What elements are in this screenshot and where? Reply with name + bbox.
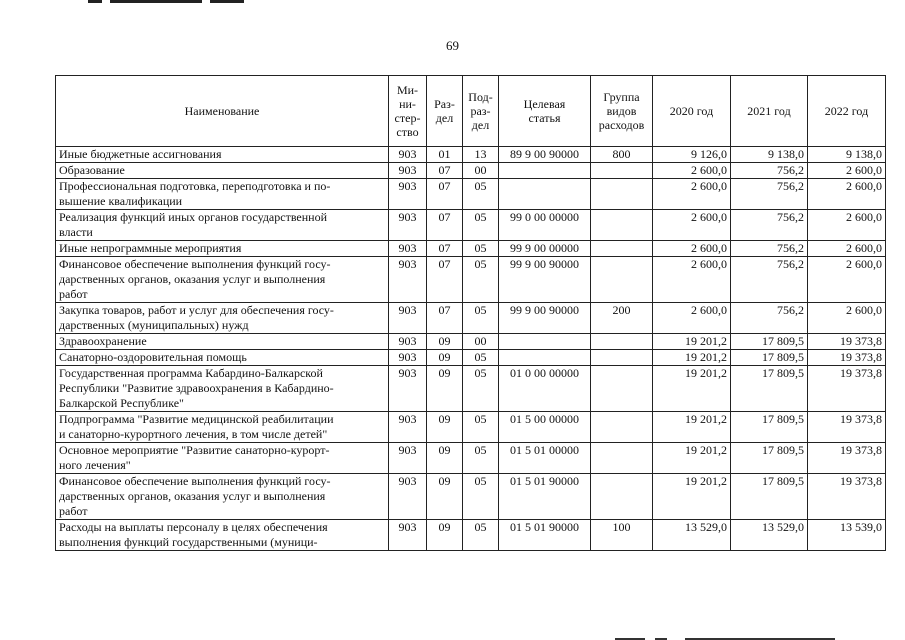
table-row <box>56 303 886 334</box>
budget-table <box>55 75 886 551</box>
row-section: 09 <box>427 412 463 443</box>
row-2020: 19 201,2 <box>653 366 731 412</box>
row-target: 99 9 00 90000 <box>499 257 591 303</box>
row-subsection: 05 <box>463 241 499 257</box>
row-ministry: 903 <box>389 474 427 520</box>
row-2020: 2 600,0 <box>653 179 731 210</box>
row-name: Иные бюджетные ассигнования <box>56 147 389 163</box>
row-2022: 9 138,0 <box>808 147 886 163</box>
row-name: Образование <box>56 163 389 179</box>
row-2020: 13 529,0 <box>653 520 731 551</box>
row-subsection: 13 <box>463 147 499 163</box>
row-section: 09 <box>427 366 463 412</box>
page-number: 69 <box>446 38 459 53</box>
row-2021: 13 529,0 <box>731 520 808 551</box>
row-target: 99 9 00 00000 <box>499 241 591 257</box>
row-subsection: 00 <box>463 163 499 179</box>
row-subsection: 05 <box>463 210 499 241</box>
table-row <box>56 163 886 179</box>
table-row <box>56 257 886 303</box>
row-name: Финансовое обеспечение выполнения функций госу- дарственных органов, оказания услуг и выполнения работ <box>56 257 389 303</box>
row-ministry: 903 <box>389 366 427 412</box>
header-target: Целевая статья <box>499 76 591 147</box>
row-2021: 756,2 <box>731 210 808 241</box>
row-2021: 756,2 <box>731 179 808 210</box>
row-section: 09 <box>427 520 463 551</box>
row-section: 07 <box>427 257 463 303</box>
row-2021: 17 809,5 <box>731 334 808 350</box>
row-ministry: 903 <box>389 257 427 303</box>
row-subsection: 05 <box>463 303 499 334</box>
row-expense-group <box>591 443 653 474</box>
table-row <box>56 179 886 210</box>
row-subsection: 05 <box>463 474 499 520</box>
row-ministry: 903 <box>389 520 427 551</box>
top-scan-mark <box>88 0 248 3</box>
row-section: 09 <box>427 474 463 520</box>
row-2020: 2 600,0 <box>653 257 731 303</box>
row-2020: 9 126,0 <box>653 147 731 163</box>
row-2022: 13 539,0 <box>808 520 886 551</box>
table-row <box>56 520 886 551</box>
row-expense-group <box>591 366 653 412</box>
row-section: 07 <box>427 241 463 257</box>
row-2021: 17 809,5 <box>731 412 808 443</box>
table-row <box>56 147 886 163</box>
row-section: 07 <box>427 210 463 241</box>
row-target <box>499 350 591 366</box>
row-ministry: 903 <box>389 334 427 350</box>
row-2020: 19 201,2 <box>653 350 731 366</box>
row-expense-group <box>591 163 653 179</box>
row-2022: 19 373,8 <box>808 443 886 474</box>
row-target: 99 0 00 00000 <box>499 210 591 241</box>
row-name: Финансовое обеспечение выполнения функций госу- дарственных органов, оказания услуг и выполнения работ <box>56 474 389 520</box>
row-ministry: 903 <box>389 163 427 179</box>
row-2022: 19 373,8 <box>808 474 886 520</box>
row-2021: 17 809,5 <box>731 366 808 412</box>
row-2021: 17 809,5 <box>731 443 808 474</box>
row-2021: 17 809,5 <box>731 350 808 366</box>
row-2021: 9 138,0 <box>731 147 808 163</box>
header-expense-group: Группа видов расходов <box>591 76 653 147</box>
row-2020: 19 201,2 <box>653 443 731 474</box>
table-header-row <box>56 76 886 147</box>
row-2020: 2 600,0 <box>653 210 731 241</box>
table-row <box>56 366 886 412</box>
row-2022: 19 373,8 <box>808 366 886 412</box>
row-subsection: 05 <box>463 443 499 474</box>
header-2020: 2020 год <box>653 76 731 147</box>
table-row <box>56 241 886 257</box>
row-target: 01 5 01 00000 <box>499 443 591 474</box>
row-subsection: 05 <box>463 366 499 412</box>
table-row <box>56 334 886 350</box>
header-ministry: Ми- ни- стер- ство <box>389 76 427 147</box>
row-target: 01 5 01 90000 <box>499 474 591 520</box>
header-2022: 2022 год <box>808 76 886 147</box>
row-subsection: 05 <box>463 257 499 303</box>
row-target: 89 9 00 90000 <box>499 147 591 163</box>
row-ministry: 903 <box>389 241 427 257</box>
row-2021: 756,2 <box>731 163 808 179</box>
table-row <box>56 350 886 366</box>
row-subsection: 05 <box>463 412 499 443</box>
row-2022: 2 600,0 <box>808 163 886 179</box>
row-subsection: 05 <box>463 520 499 551</box>
row-expense-group <box>591 474 653 520</box>
row-ministry: 903 <box>389 412 427 443</box>
row-name: Профессиональная подготовка, переподготовка и по- вышение квалификации <box>56 179 389 210</box>
row-ministry: 903 <box>389 443 427 474</box>
table-row <box>56 210 886 241</box>
row-target <box>499 163 591 179</box>
row-2022: 2 600,0 <box>808 241 886 257</box>
row-name: Здравоохранение <box>56 334 389 350</box>
header-section: Раз- дел <box>427 76 463 147</box>
row-subsection: 05 <box>463 179 499 210</box>
row-expense-group <box>591 334 653 350</box>
row-name: Государственная программа Кабардино-Балкарской Республики "Развитие здравоохранения в Кабардино- Балкарской Республике" <box>56 366 389 412</box>
table-row <box>56 412 886 443</box>
row-2020: 19 201,2 <box>653 334 731 350</box>
table-row <box>56 474 886 520</box>
row-target: 99 9 00 90000 <box>499 303 591 334</box>
row-2021: 756,2 <box>731 303 808 334</box>
row-target: 01 5 00 00000 <box>499 412 591 443</box>
header-2021: 2021 год <box>731 76 808 147</box>
row-2021: 756,2 <box>731 241 808 257</box>
row-ministry: 903 <box>389 350 427 366</box>
row-2020: 2 600,0 <box>653 163 731 179</box>
row-2022: 2 600,0 <box>808 303 886 334</box>
row-name: Реализация функций иных органов государственной власти <box>56 210 389 241</box>
row-section: 09 <box>427 443 463 474</box>
row-target: 01 0 00 00000 <box>499 366 591 412</box>
row-section: 09 <box>427 350 463 366</box>
row-name: Иные непрограммные мероприятия <box>56 241 389 257</box>
row-name: Санаторно-оздоровительная помощь <box>56 350 389 366</box>
row-section: 07 <box>427 303 463 334</box>
row-name: Основное мероприятие "Развитие санаторно-курорт- ного лечения" <box>56 443 389 474</box>
row-expense-group: 100 <box>591 520 653 551</box>
row-ministry: 903 <box>389 179 427 210</box>
row-expense-group <box>591 179 653 210</box>
row-ministry: 903 <box>389 147 427 163</box>
row-section: 01 <box>427 147 463 163</box>
row-name: Закупка товаров, работ и услуг для обеспечения госу- дарственных (муниципальных) нужд <box>56 303 389 334</box>
row-section: 07 <box>427 163 463 179</box>
row-subsection: 00 <box>463 334 499 350</box>
row-2021: 756,2 <box>731 257 808 303</box>
row-name: Подпрограмма "Развитие медицинской реабилитации и санаторно-курортного лечения, в том числе детей" <box>56 412 389 443</box>
row-2020: 2 600,0 <box>653 303 731 334</box>
row-2022: 19 373,8 <box>808 334 886 350</box>
bottom-scan-mark <box>615 636 875 640</box>
row-2022: 19 373,8 <box>808 350 886 366</box>
row-expense-group <box>591 257 653 303</box>
row-expense-group <box>591 210 653 241</box>
row-2020: 19 201,2 <box>653 412 731 443</box>
row-section: 07 <box>427 179 463 210</box>
row-2020: 2 600,0 <box>653 241 731 257</box>
row-expense-group <box>591 241 653 257</box>
row-expense-group: 800 <box>591 147 653 163</box>
row-subsection: 05 <box>463 350 499 366</box>
row-target: 01 5 01 90000 <box>499 520 591 551</box>
row-ministry: 903 <box>389 303 427 334</box>
row-expense-group <box>591 350 653 366</box>
row-section: 09 <box>427 334 463 350</box>
row-expense-group: 200 <box>591 303 653 334</box>
table-row <box>56 443 886 474</box>
row-target <box>499 334 591 350</box>
row-2022: 2 600,0 <box>808 210 886 241</box>
row-expense-group <box>591 412 653 443</box>
row-2021: 17 809,5 <box>731 474 808 520</box>
row-target <box>499 179 591 210</box>
row-2020: 19 201,2 <box>653 474 731 520</box>
header-subsection: Под- раз- дел <box>463 76 499 147</box>
row-2022: 19 373,8 <box>808 412 886 443</box>
row-ministry: 903 <box>389 210 427 241</box>
row-name: Расходы на выплаты персоналу в целях обеспечения выполнения функций государственными (муници- <box>56 520 389 551</box>
row-2022: 2 600,0 <box>808 257 886 303</box>
header-name: Наименование <box>56 76 389 147</box>
row-2022: 2 600,0 <box>808 179 886 210</box>
